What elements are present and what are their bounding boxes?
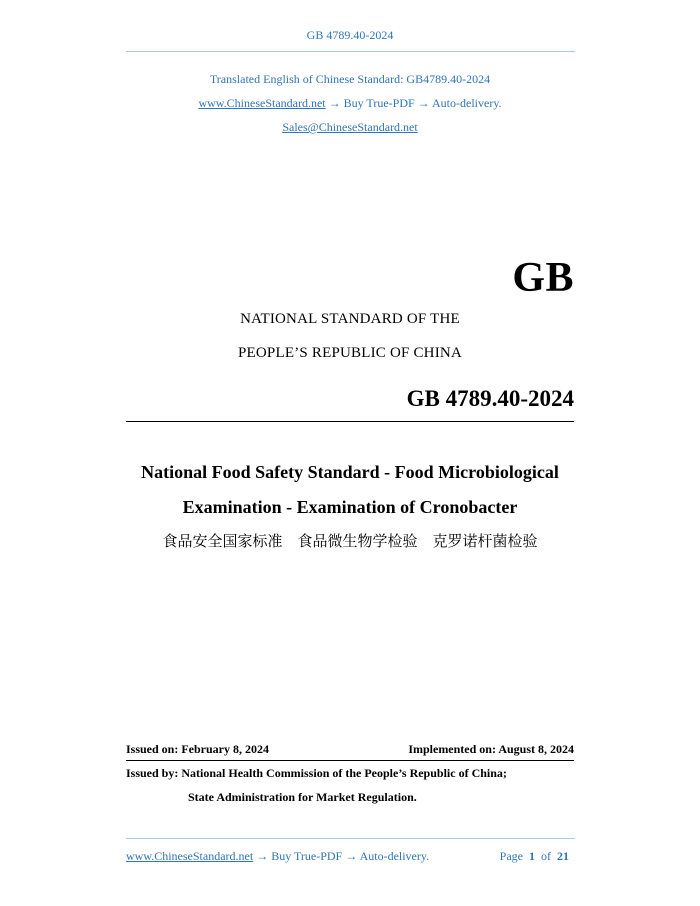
title-divider (126, 421, 574, 422)
english-title-line-1: National Food Safety Standard - Food Microbiological (141, 462, 559, 482)
promo-email-line (0, 120, 700, 135)
issued-by-line-2: State Administration for Market Regulation. (188, 790, 417, 804)
issued-by-line-1: Issued by: National Health Commission of the People’s Republic of China; (126, 766, 507, 780)
page-of: of (541, 849, 551, 863)
header-divider (126, 51, 575, 52)
standard-number: GB 4789.40-2024 (406, 386, 574, 411)
header-standard-code: GB 4789.40-2024 (306, 28, 394, 42)
english-title-line-2: Examination - Examination of Cronobacter (182, 497, 518, 517)
promo-buy-line (0, 96, 700, 111)
footer-buy-text: → Buy True-PDF → Auto-delivery. (253, 849, 430, 863)
national-standard-line-2: PEOPLE’S REPUBLIC OF CHINA (238, 345, 462, 361)
footer-buy-line (126, 849, 429, 864)
chinese-title: 食品安全国家标准 食品微生物学检验 克罗诺杆菌检验 (162, 532, 538, 550)
page-current: 1 (529, 849, 535, 863)
national-standard-line-1: NATIONAL STANDARD OF THE (240, 311, 460, 327)
promo-site-link[interactable]: www.ChineseStandard.net (198, 96, 326, 110)
page-label: Page (499, 849, 523, 863)
gb-logo: GB (512, 255, 574, 301)
promo-buy-text: → Buy True-PDF → Auto-delivery. (325, 96, 502, 110)
footer-divider (126, 838, 575, 839)
issued-on-date: Issued on: February 8, 2024 (126, 742, 270, 756)
page-indicator (500, 849, 569, 864)
implemented-on-date: Implemented on: August 8, 2024 (408, 742, 574, 756)
promo-email-link[interactable]: Sales@ChineseStandard.net (282, 120, 418, 134)
page-total: 21 (557, 849, 569, 863)
promo-translation-note: Translated English of Chinese Standard: GB4789.40-2024 (209, 72, 491, 86)
footer-site-link[interactable]: www.ChineseStandard.net (126, 849, 254, 863)
issue-divider (126, 760, 574, 761)
